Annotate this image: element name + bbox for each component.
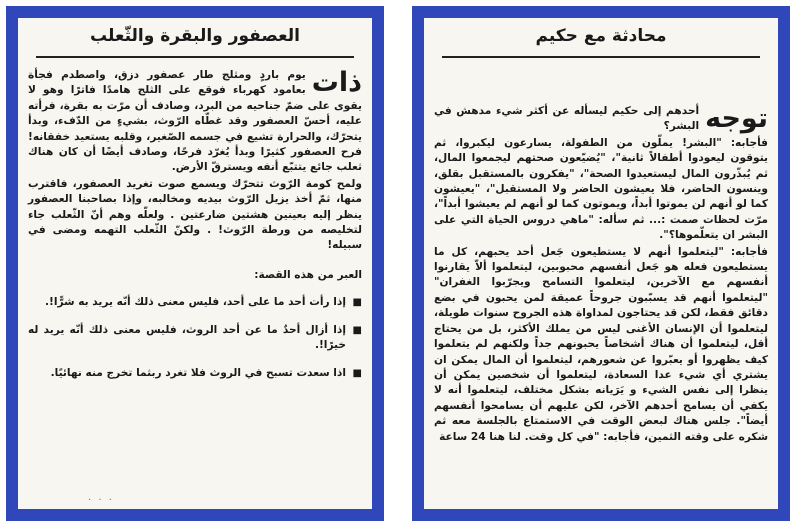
right-paragraph-2: فأجابه: "البشر! يملّون من الطفولة، يسارعون ليكبروا، ثم يتوقون ليعودوا أطفالاً ثانية"، "يُضيّعون صحتهم ليجمعوا المال، ثم يُبذّرون المال ليستعيدوا الصحة"، "يفكرون بالمستقبل بقلق، وينسون الحاضر، فلا يعيشون الحاضر ولا المستقبل"، "يعيشون كما لو أنهم لن يموتوا أبداً، ويموتون كما لو أنهم لم يعيشوا أبداً"، مرّت لحظات صمت :... ثم سأله: "ماهي دروس الحياة التي على البشر ان يتعلّموها؟".	[434, 136, 768, 242]
left-paragraph-2: ولمح كومة الرّوث تتحرّك ويسمع صوت تغريد العصفور، فاقترب منها، ثمّ أخذ يزيل الرّوث بيديه ومخالبه، وإذا بصاحبنا العصفور ينظر إليه بعينين هشتين ضارعتين . ولعلّه وهم أنّ الثّعلب جاء لتخليصه من ورطة الرّوث! . ولكنّ الثّعلب التهمه ومضى في سبيله!	[28, 177, 362, 252]
lesson-item	[28, 295, 362, 310]
right-page	[412, 6, 790, 521]
left-title-underline	[36, 56, 354, 58]
left-page-header	[18, 26, 372, 48]
bullet-icon: ■	[352, 297, 362, 309]
lesson-item	[28, 366, 362, 381]
right-title-underline	[442, 56, 760, 58]
right-drop-word: توجه	[705, 103, 768, 134]
decorative-dots: · · ·	[88, 495, 114, 506]
lesson-text: إذا رأت أحد ما على أحد، فليس معنى ذلك أنّه يريد به شرًّا!.	[45, 296, 346, 309]
right-paragraph-3: فأجابه: "ليتعلموا أنهم لا يستطيعون جَعل أحد يحبهم، كل ما يستطيعون فعله هو جَعل أنفسهم محبوبين، ليتعلموا ألاّ يقارنوا أنفسهم مع الآخرين، ليتعلموا التسامح ويجرّبوا الغفران" "ليتعلموا أنهم قد يسبّبون جروحاً عميقة لمن يحبون في بضع دقائق فقط، لكن قد يحتاجون لمداواة هذه الجروح سنوات طويلة، ليتعلموا أن الإنسان الأغنى ليس من يملك الأكثر، بل من يحتاج أقل، ليتعلموا أن هناك أشخاصاً يحبونهم جداً ولكنهم لم يتعلموا كيف يظهروا أو يعبّروا عن شعورهم، ليتعلموا أن المال يمكن ان يشتري أي شيء عدا السعادة، ليتعلموا أن شخصين يمكن أن ينظرا إلى نفس الشيء و يَرَيانه بشكل مختلف، ليتعلموا أنه لا يكفي أن يسامح أحدهم الآخر، لكن عليهم أن يسامحوا أنفسهم أيضاً". جلس هناك لبعض الوقت في الاستمتاع بالجلسة معه ثم شكره على وقته الثمين، فأجابه: "في كل وقت. لنا هنا 24 ساعة	[434, 245, 768, 443]
left-page-title: العصفور والبقرة والثّعلب	[90, 26, 300, 46]
right-page-title: محادثة مع حكيم	[535, 26, 667, 46]
bullet-icon: ■	[352, 367, 362, 379]
right-page-body	[434, 104, 768, 446]
lesson-text: اذا سعدت تسبح في الروث فلا تغرد ربثما تخرج منه نهائيًا.	[50, 366, 346, 379]
left-page-body	[28, 68, 362, 381]
right-page-header	[424, 26, 778, 48]
lesson-item	[28, 323, 362, 354]
lesson-text: إذا أزال أحدٌ ما عن أحد الروث، فليس معنى ذلك أنّه يريد له خيرًا!.	[28, 323, 346, 352]
left-page	[6, 6, 384, 521]
left-paragraph-1: يوم باردٍ ومثلج طار عصفور دزق، واصطدم فجأة بعامود كهرباء فوقع على الثلج هامدًا فاترًا وهو لا يقوى على ضمّ جناحيه من البرد، وصادف أن مرّت به بقرة، فرأته عليه، أحسّ العصفور وقد غطّاه الرّوث، بشيءٍ من الدّفء، وبدأ يتحرّك، والحرارة تشيع في جسمه الصّغير، وقلبه يستعيد خفقانه! فرح العصفور كثيرًا وبدأ يُغرّد فرحًا، وصادف أيضًا أن كان هناك ثعلب جائع يتتبّع أنفه ويسترقّ الأرض.	[28, 69, 362, 174]
lessons-heading: العبر من هذه القصة:	[254, 268, 362, 281]
right-paragraph-1: أحدهم إلى حكيم ليسأله عن أكثر شيء مدهش في البشر؟	[434, 105, 700, 133]
bullet-icon: ■	[352, 324, 362, 336]
left-drop-word: ذات	[311, 67, 362, 98]
